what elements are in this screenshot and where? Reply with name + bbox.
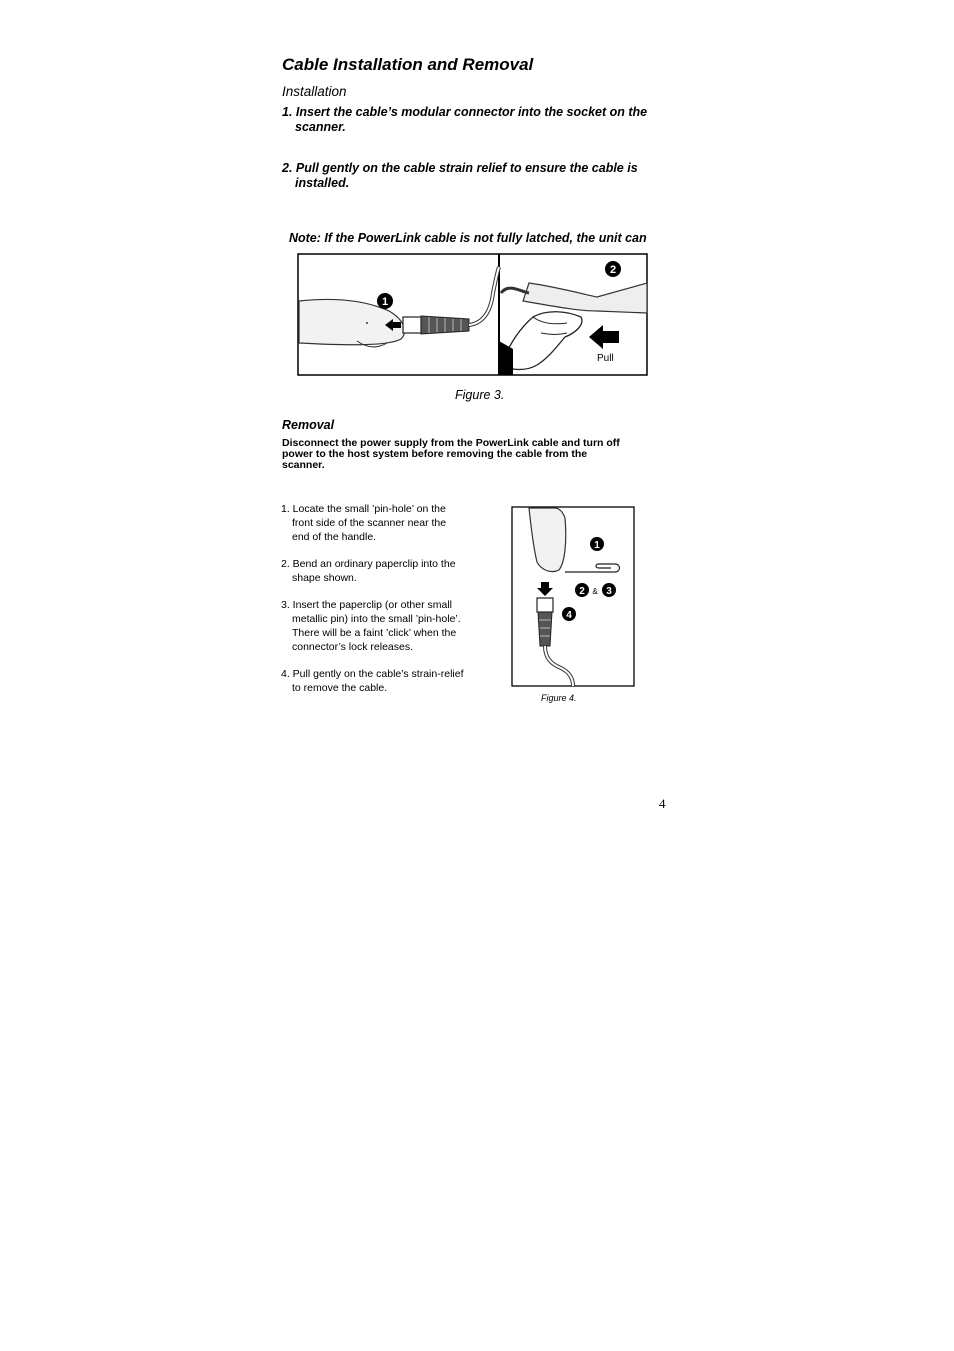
fig4-badge-3: 3 — [606, 586, 612, 597]
step-2-line-1: 2. Pull gently on the cable strain relief to ensure the cable is — [282, 161, 638, 175]
removal-step-1-line-3: end of the handle. — [292, 531, 377, 543]
installation-step-2 — [282, 161, 672, 191]
removal-step-4-line-2: to remove the cable. — [292, 682, 388, 694]
step-1-line-2: scanner. — [295, 120, 346, 134]
installation-heading: Installation — [282, 84, 347, 99]
fig4-badge-1: 1 — [594, 540, 600, 551]
removal-step-4-line-1: 4. Pull gently on the cable’s strain-relief — [281, 668, 464, 680]
figure-4-illustration — [511, 506, 635, 687]
removal-warning: Disconnect the power supply from the PowerLink cable and turn off power to the host system before removing the cable from the scanner. — [282, 437, 620, 471]
figure-4-caption: Figure 4. — [541, 693, 577, 703]
page-number: 4 — [659, 796, 666, 811]
figure-3-illustration — [297, 253, 648, 376]
pull-label: Pull — [597, 353, 614, 364]
removal-step-3-line-3: There will be a faint ’click’ when the — [292, 627, 457, 639]
removal-heading: Removal — [282, 418, 335, 432]
installation-step-1 — [282, 105, 672, 135]
removal-step-3-line-1: 3. Insert the paperclip (or other small — [281, 599, 452, 611]
removal-step-1 — [281, 502, 486, 544]
fig4-badge-4: 4 — [566, 610, 572, 621]
page-title: Cable Installation and Removal — [282, 55, 534, 74]
removal-step-4 — [281, 667, 486, 695]
removal-step-3-line-4: connector’s lock releases. — [292, 641, 414, 653]
fig4-ampersand: & — [592, 587, 598, 596]
removal-step-1-line-2: front side of the scanner near the — [292, 517, 447, 529]
removal-step-2-line-2: shape shown. — [292, 572, 357, 584]
removal-step-3 — [281, 598, 486, 654]
removal-step-3-line-2: metallic pin) into the small ’pin-hole’. — [292, 613, 461, 625]
fig4-badge-2: 2 — [579, 586, 585, 597]
fig3-badge-2: 2 — [609, 264, 617, 276]
removal-step-2-line-1: 2. Bend an ordinary paperclip into the — [281, 558, 456, 570]
note-line-1: Note: If the PowerLink cable is not fully latched, the unit can — [288, 231, 647, 245]
removal-step-2 — [281, 557, 486, 585]
step-2-line-2: installed. — [295, 176, 350, 190]
figure-3-caption: Figure 3. — [455, 388, 505, 402]
fig3-badge-1: 1 — [381, 296, 389, 308]
step-1-line-1: 1. Insert the cable’s modular connector into the socket on the — [282, 105, 648, 119]
removal-step-1-line-1: 1. Locate the small ’pin-hole’ on the — [281, 503, 446, 515]
